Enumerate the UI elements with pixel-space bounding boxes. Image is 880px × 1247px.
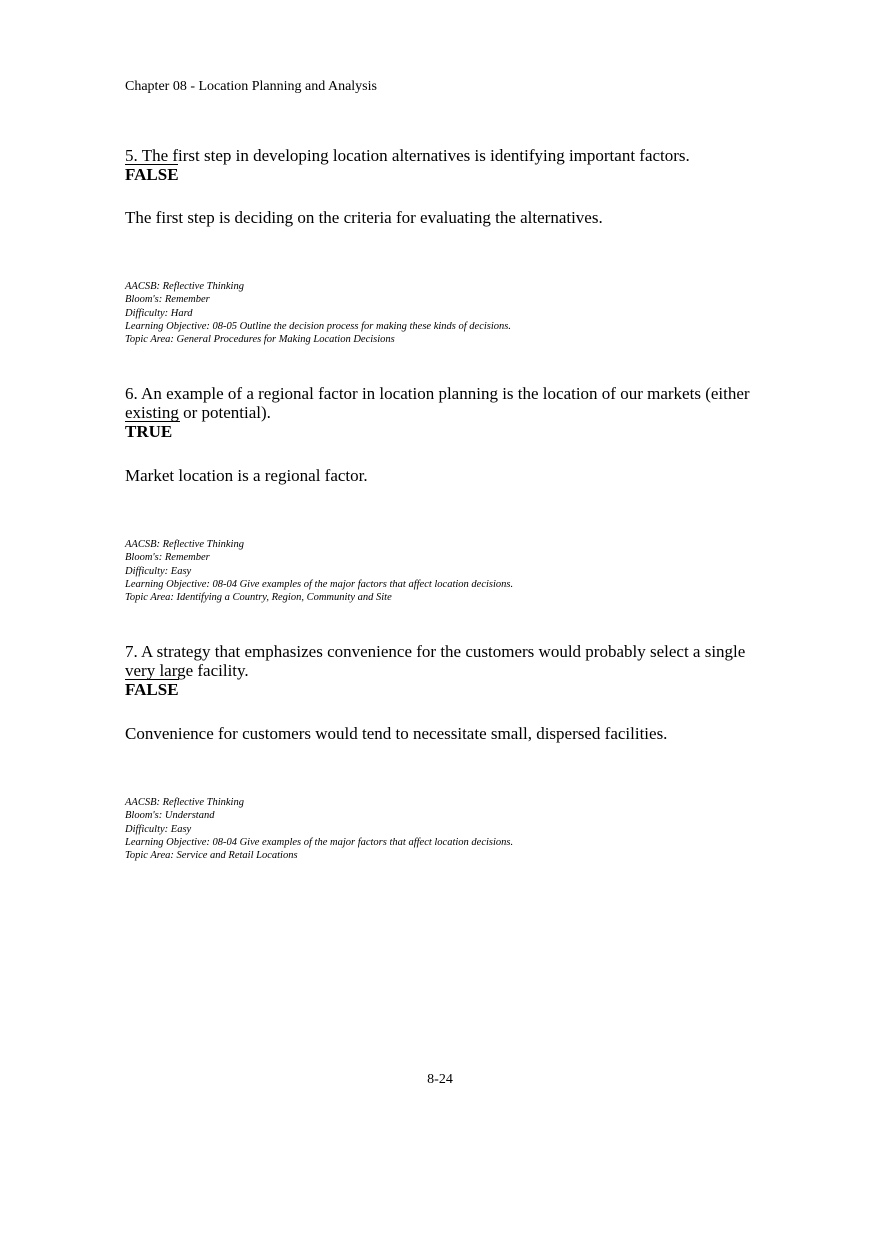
meta-learning-objective: Learning Objective: 08-05 Outline the decision process for making these kinds of decisions. [125, 320, 511, 332]
answer-underline [125, 679, 179, 680]
meta-learning-objective: Learning Objective: 08-04 Give examples of the major factors that affect location decisions. [125, 836, 514, 848]
question-explanation: The first step is deciding on the criteria for evaluating the alternatives. [125, 208, 603, 227]
question-6 [125, 384, 775, 604]
meta-blooms: Bloom's: Remember [125, 552, 210, 564]
question-metadata [125, 538, 513, 604]
question-stem: 7. A strategy that emphasizes convenience for the customers would probably select a single very large facility. [125, 642, 746, 680]
meta-difficulty: Difficulty: Easy [125, 823, 192, 835]
question-metadata [125, 280, 511, 346]
question-stem: 5. The first step in developing location alternatives is identifying important factors. [125, 146, 690, 165]
meta-difficulty: Difficulty: Easy [125, 565, 192, 577]
meta-blooms: Bloom's: Remember [125, 294, 210, 306]
question-7 [125, 642, 775, 862]
answer-underline [125, 421, 180, 422]
meta-topic-area: Topic Area: Identifying a Country, Region, Community and Site [125, 592, 392, 604]
question-explanation: Market location is a regional factor. [125, 466, 368, 485]
question-answer: FALSE [125, 680, 179, 699]
question-answer: FALSE [125, 165, 179, 184]
question-5 [125, 146, 775, 346]
meta-difficulty: Difficulty: Hard [125, 307, 193, 319]
meta-topic-area: Topic Area: Service and Retail Locations [125, 850, 298, 862]
question-explanation: Convenience for customers would tend to necessitate small, dispersed facilities. [125, 724, 668, 743]
meta-learning-objective: Learning Objective: 08-04 Give examples of the major factors that affect location decisions. [125, 578, 514, 590]
question-metadata [125, 796, 513, 862]
answer-underline [125, 164, 178, 165]
page-number: 8-24 [427, 1072, 453, 1087]
meta-blooms: Bloom's: Understand [125, 810, 215, 822]
meta-aacsb: AACSB: Reflective Thinking [125, 281, 244, 292]
meta-aacsb: AACSB: Reflective Thinking [125, 797, 244, 808]
meta-topic-area: Topic Area: General Procedures for Making Location Decisions [125, 334, 395, 346]
question-answer: TRUE [125, 422, 173, 441]
meta-aacsb: AACSB: Reflective Thinking [125, 539, 244, 550]
chapter-header: Chapter 08 - Location Planning and Analysis [125, 79, 377, 94]
question-stem: 6. An example of a regional factor in location planning is the location of our markets (either existing or potential). [125, 384, 750, 422]
